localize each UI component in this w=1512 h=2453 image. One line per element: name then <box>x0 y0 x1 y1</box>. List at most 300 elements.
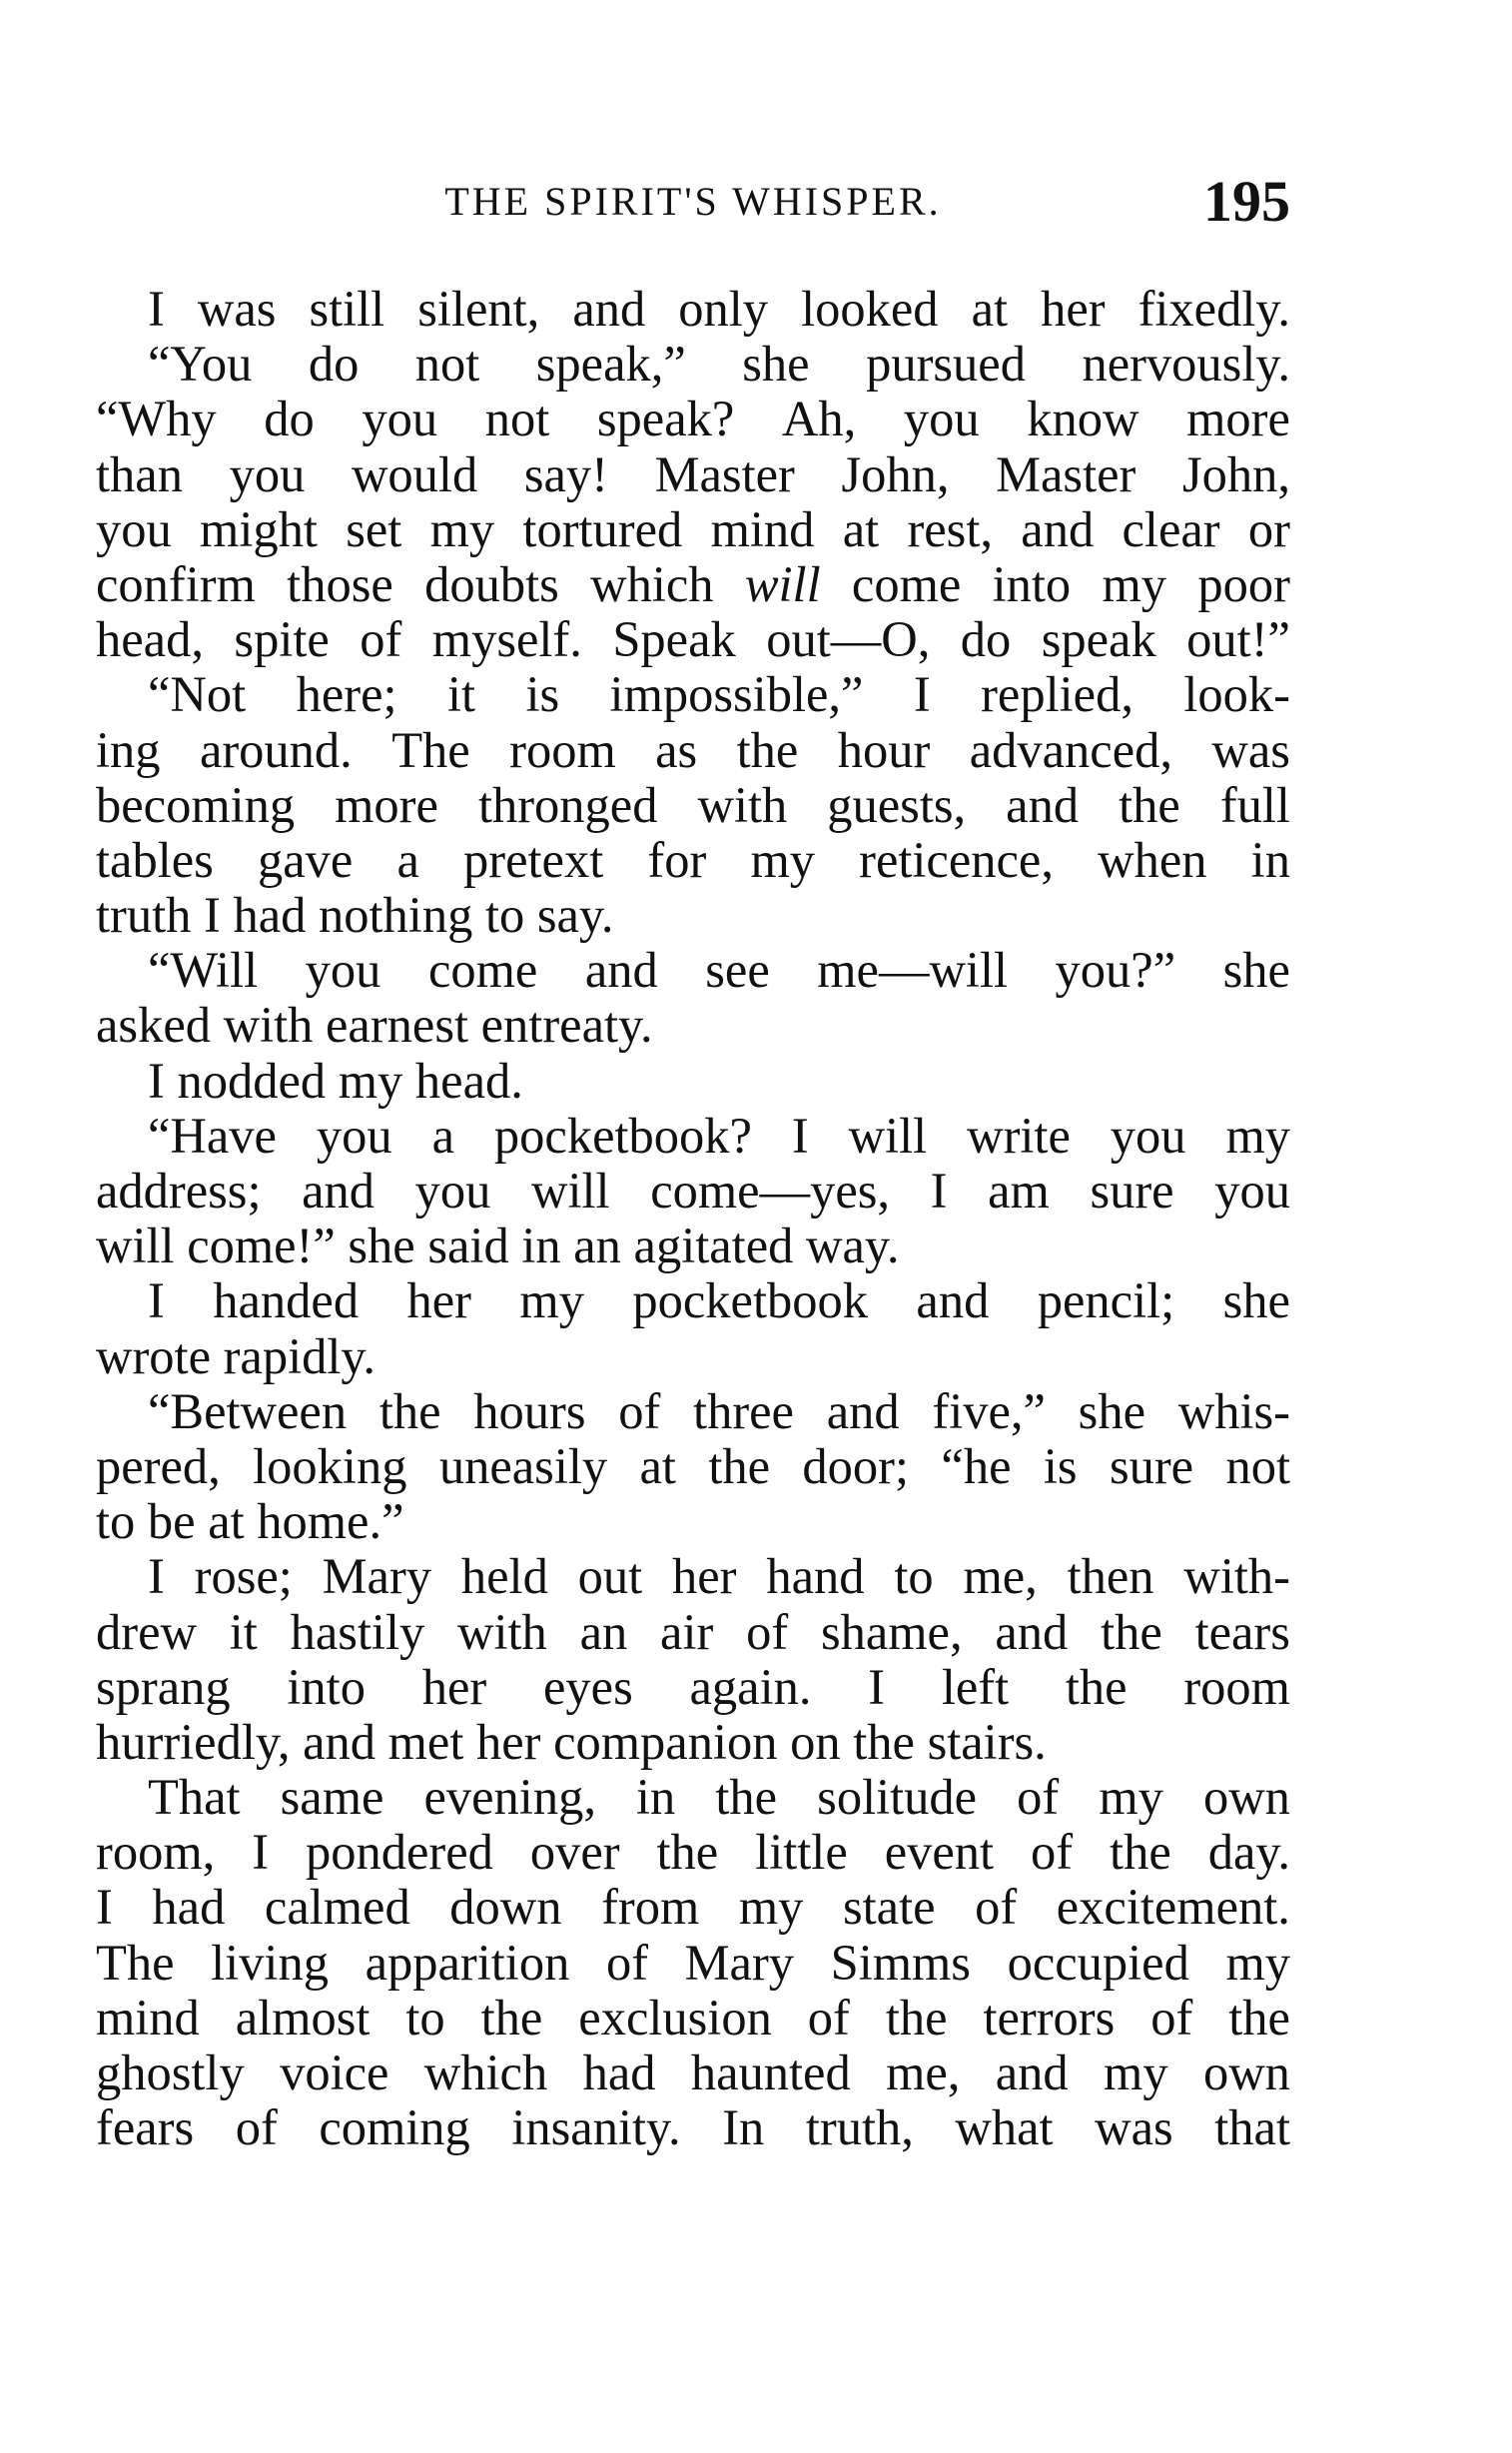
text-word: again. <box>689 1658 812 1715</box>
text-word: hand <box>766 1548 865 1605</box>
text-word: write <box>967 1107 1071 1164</box>
text-word: guests, <box>827 776 967 833</box>
text-line <box>96 447 1290 502</box>
text-line <box>96 1164 1290 1219</box>
text-word: thronged <box>477 776 658 833</box>
text-word: and <box>995 2044 1069 2100</box>
text-line <box>96 888 1290 943</box>
text-word: for <box>647 831 707 888</box>
text-word: pencil; <box>1037 1272 1175 1329</box>
page-number: 195 <box>1203 169 1290 234</box>
text-word: do <box>308 336 360 393</box>
text-line <box>96 2100 1290 2155</box>
text-word: hour <box>837 721 931 778</box>
text-word: she <box>1222 942 1290 999</box>
text-word: more <box>1186 391 1290 447</box>
text-word: spite <box>234 611 330 668</box>
text-word: then <box>1067 1548 1154 1605</box>
text-word: agitated <box>633 1218 807 1274</box>
text-word: her <box>421 1658 487 1715</box>
text-line <box>96 392 1290 446</box>
text-word: here; <box>296 666 397 723</box>
text-word: occupied <box>1007 1934 1189 1991</box>
text-word: “he <box>941 1437 1012 1494</box>
text-word: ghostly <box>96 2044 245 2100</box>
text-word: own <box>1202 1769 1290 1826</box>
text-word: the <box>1101 1603 1162 1660</box>
text-word: address; <box>96 1163 262 1219</box>
text-word: ing <box>96 721 161 778</box>
text-word: terrors <box>983 1989 1116 2045</box>
body-text <box>96 282 1290 2155</box>
text-word: clear <box>1122 500 1220 557</box>
text-word: “Why <box>96 391 217 447</box>
text-word: I <box>913 666 931 723</box>
text-word: as <box>655 721 698 778</box>
text-word: come <box>427 942 538 999</box>
text-line <box>96 1494 1290 1549</box>
text-line <box>96 667 1290 722</box>
text-word: you <box>903 391 980 447</box>
text-word: which <box>590 555 714 612</box>
text-word: truth <box>96 887 205 944</box>
text-word: it <box>446 666 476 723</box>
text-word: met <box>387 1713 476 1770</box>
text-word: sure <box>1109 1437 1194 1494</box>
text-word: of <box>1031 1824 1074 1881</box>
text-word: an <box>573 1218 634 1274</box>
text-word: haunted <box>690 2044 851 2100</box>
text-line <box>96 1329 1290 1384</box>
text-word: In <box>722 2099 765 2156</box>
text-word: impossible,” <box>609 666 864 723</box>
text-word: pered, <box>96 1437 221 1494</box>
text-word: than <box>96 445 183 502</box>
text-word: insanity. <box>511 2099 681 2156</box>
text-word: and <box>1006 776 1080 833</box>
text-word: into <box>287 1658 366 1715</box>
text-word: I <box>96 1879 113 1936</box>
text-word: nervously. <box>1082 336 1290 393</box>
text-word: that <box>1214 2099 1290 2156</box>
text-line <box>96 943 1290 998</box>
text-word: at <box>639 1437 676 1494</box>
text-word: to <box>405 1989 445 2045</box>
text-line <box>96 1880 1290 1935</box>
text-word: of <box>360 611 402 668</box>
text-word: apparition <box>365 1934 570 1991</box>
text-line <box>96 1936 1290 1991</box>
text-word: the <box>853 1713 928 1770</box>
text-word: speak,” <box>535 336 686 393</box>
text-word: mind <box>710 500 815 557</box>
text-word: Master <box>654 445 795 502</box>
text-word: and <box>302 1163 376 1219</box>
text-word: the <box>885 1989 948 2045</box>
text-word: of <box>605 1934 649 1991</box>
text-word: you <box>305 942 381 999</box>
text-word: door; <box>802 1437 910 1494</box>
text-word: in <box>1250 831 1290 888</box>
text-word: The <box>96 1934 175 1991</box>
text-line <box>96 998 1290 1053</box>
text-word: out!” <box>1186 611 1290 668</box>
text-word: almost <box>235 1989 371 2045</box>
text-word: left <box>941 1658 1010 1715</box>
text-word: the <box>656 1824 719 1881</box>
text-word: with <box>223 997 327 1054</box>
text-word: she <box>1078 1382 1145 1439</box>
text-word: set <box>346 500 402 557</box>
text-word: of <box>1017 1769 1060 1826</box>
text-word: voice <box>280 2044 389 2100</box>
text-word: had <box>152 1879 226 1936</box>
text-word: at <box>971 281 1009 337</box>
text-word: come!” <box>187 1218 349 1274</box>
text-word: Speak <box>612 611 736 668</box>
text-word: gave <box>257 831 354 888</box>
text-word: not <box>1225 1437 1290 1494</box>
text-line <box>96 1605 1290 1660</box>
text-word: own <box>1202 2044 1290 2100</box>
text-word: stairs. <box>927 1713 1047 1770</box>
text-word: you <box>1110 1107 1186 1164</box>
text-word: to <box>894 1548 934 1605</box>
text-word: room <box>1183 1658 1290 1715</box>
text-word: speak? <box>596 391 735 447</box>
text-word: “Between <box>148 1382 348 1439</box>
text-line <box>96 723 1290 778</box>
text-word: “Will <box>148 942 259 999</box>
text-line <box>96 833 1290 888</box>
text-word: room, <box>96 1824 216 1881</box>
text-word: event <box>884 1824 995 1881</box>
text-word: or <box>1247 500 1290 557</box>
text-word: day. <box>1207 1824 1290 1881</box>
text-word: John, <box>841 445 950 502</box>
text-word: truth, <box>805 2099 914 2156</box>
text-word: three <box>693 1382 794 1439</box>
text-word: tables <box>96 831 214 888</box>
text-word: drew <box>96 1603 197 1660</box>
text-word: and <box>995 1603 1069 1660</box>
text-word: way. <box>806 1218 900 1274</box>
text-word: I <box>148 1052 178 1109</box>
text-word: home.” <box>257 1493 404 1550</box>
text-word: you <box>1214 1163 1290 1219</box>
text-word: rest, <box>907 500 993 557</box>
text-word: rose; <box>194 1548 293 1605</box>
text-word: Ah, <box>781 391 857 447</box>
text-word: calmed <box>264 1879 410 1936</box>
text-word: will <box>96 1218 188 1274</box>
text-word: would <box>351 445 478 502</box>
text-word: out—O, <box>766 611 931 668</box>
text-word: said <box>427 1218 522 1274</box>
text-word: on <box>790 1713 854 1770</box>
text-word: companion <box>553 1713 791 1770</box>
text-word: the <box>708 1437 771 1494</box>
text-word: when <box>1098 831 1207 888</box>
text-word: myself. <box>431 611 582 668</box>
text-word: know <box>1027 391 1139 447</box>
text-word: confirm <box>96 555 256 612</box>
text-word: sure <box>1090 1163 1174 1219</box>
text-word: around. <box>199 721 353 778</box>
text-word: my <box>750 831 815 888</box>
text-word: an <box>579 1603 628 1660</box>
text-word: poor <box>1197 555 1290 612</box>
text-word: evening, <box>423 1769 596 1826</box>
text-word: will <box>848 1107 928 1164</box>
text-word: reticence, <box>859 831 1054 888</box>
text-word: John, <box>1181 445 1290 502</box>
text-word: nodded <box>177 1052 339 1109</box>
text-word: looked <box>801 281 939 337</box>
text-line <box>96 2045 1290 2100</box>
text-word: from <box>601 1879 700 1936</box>
text-line <box>96 337 1290 392</box>
text-word: hurriedly, <box>96 1713 304 1770</box>
text-word: to <box>96 1493 148 1550</box>
text-line <box>96 1439 1290 1494</box>
text-word: wrote <box>96 1327 224 1384</box>
text-word: into <box>992 555 1072 612</box>
text-word: at <box>208 1493 258 1550</box>
text-word: looking <box>253 1437 407 1494</box>
text-word: I <box>868 1658 886 1715</box>
text-word: and <box>916 1272 990 1329</box>
text-word: she <box>1222 1272 1290 1329</box>
text-word: “Have <box>148 1107 277 1164</box>
text-word: you <box>362 391 438 447</box>
text-word: you <box>414 1163 491 1219</box>
text-word: might <box>200 500 318 557</box>
text-word: see <box>705 942 770 999</box>
text-line <box>96 1660 1290 1715</box>
text-word: come <box>851 555 962 612</box>
text-word: had <box>233 887 320 944</box>
text-word: her <box>476 1713 554 1770</box>
text-line <box>96 1384 1290 1439</box>
text-word: which <box>423 2044 548 2100</box>
text-word: the <box>1065 1658 1128 1715</box>
text-word: asked <box>96 997 224 1054</box>
text-word: only <box>678 281 769 337</box>
text-word: my <box>338 1052 415 1109</box>
text-word: you <box>229 445 306 502</box>
text-word: am <box>988 1163 1050 1219</box>
text-word: come—yes, <box>650 1163 891 1219</box>
text-word: fears <box>96 2099 195 2156</box>
running-head: THE SPIRIT'S WHISPER. <box>444 179 942 224</box>
text-word: a <box>431 1107 454 1164</box>
text-line <box>96 1715 1290 1770</box>
text-word: still <box>309 281 385 337</box>
text-word: do <box>960 611 1012 668</box>
text-word: I <box>791 1107 809 1164</box>
text-word: be <box>147 1493 209 1550</box>
text-word: over <box>529 1824 620 1881</box>
text-word: hours <box>473 1382 586 1439</box>
text-word: rapidly. <box>223 1327 376 1384</box>
text-word: look- <box>1183 666 1290 723</box>
text-word: of <box>807 1989 850 2045</box>
text-word: excitement. <box>1056 1879 1290 1936</box>
text-word: pondered <box>305 1824 493 1881</box>
text-word: do <box>264 391 315 447</box>
text-line <box>96 1109 1290 1164</box>
text-word: down <box>449 1879 562 1936</box>
text-word: speak <box>1041 611 1156 668</box>
text-word: with <box>697 776 788 833</box>
text-word: becoming <box>96 776 296 833</box>
text-word: and <box>1021 500 1095 557</box>
text-word: in <box>521 1218 574 1274</box>
text-word: whis- <box>1177 1382 1290 1439</box>
text-word: the <box>1119 776 1180 833</box>
text-word: fixedly. <box>1137 281 1290 337</box>
text-word: my <box>1225 1934 1290 1991</box>
text-word: was <box>197 281 277 337</box>
text-word: my <box>429 500 495 557</box>
text-word: pocketbook? <box>493 1107 752 1164</box>
text-word: held <box>460 1548 548 1605</box>
text-word: you <box>96 500 172 557</box>
text-word: I <box>204 887 234 944</box>
text-word: That <box>148 1769 241 1826</box>
text-word: me, <box>886 2044 961 2100</box>
text-word: hastily <box>290 1603 425 1660</box>
text-word: of <box>235 2099 278 2156</box>
text-word: solitude <box>817 1769 978 1826</box>
text-word: silent, <box>417 281 540 337</box>
text-word: the <box>378 1382 441 1439</box>
text-word: nothing <box>319 887 485 944</box>
text-word: five,” <box>932 1382 1046 1439</box>
text-word: say. <box>536 887 614 944</box>
text-word: room <box>509 721 616 778</box>
text-word: Master <box>996 445 1136 502</box>
text-word: exclusion <box>578 1989 772 2045</box>
text-word: living <box>211 1934 329 1991</box>
text-word: Simms <box>830 1934 971 1991</box>
text-word: you?” <box>1055 942 1176 999</box>
text-line <box>96 1770 1290 1825</box>
text-word: eyes <box>542 1658 633 1715</box>
text-word: sprang <box>96 1658 231 1715</box>
text-word: state <box>842 1879 936 1936</box>
text-line <box>96 778 1290 833</box>
text-word: had <box>582 2044 656 2100</box>
text-word: entreaty. <box>480 997 653 1054</box>
text-word: and <box>584 942 658 999</box>
text-word: uneasily <box>438 1437 608 1494</box>
text-word: earnest <box>326 997 481 1054</box>
text-word: of <box>975 1879 1018 1936</box>
text-word: her <box>406 1272 471 1329</box>
text-word: will <box>744 555 821 612</box>
text-word: pursued <box>866 336 1026 393</box>
text-word: head. <box>414 1052 523 1109</box>
text-word: full <box>1219 776 1290 833</box>
text-word: air <box>660 1603 714 1660</box>
text-word: tears <box>1194 1603 1290 1660</box>
text-word: of <box>746 1603 789 1660</box>
text-word: tortured <box>522 500 683 557</box>
text-word: replied, <box>981 666 1134 723</box>
text-word: mind <box>96 1989 200 2045</box>
text-word: the <box>715 1769 778 1826</box>
text-word: was <box>1095 2099 1173 2156</box>
text-word: out <box>577 1548 643 1605</box>
text-word: and <box>303 1713 388 1770</box>
text-word: head, <box>96 611 204 668</box>
text-word: of <box>1150 1989 1193 2045</box>
text-line <box>96 502 1290 557</box>
text-word: is <box>525 666 560 723</box>
text-word: coming <box>319 2099 470 2156</box>
text-line <box>96 1549 1290 1604</box>
text-word: The <box>391 721 470 778</box>
text-word: I <box>148 1548 165 1605</box>
text-word: the <box>480 1989 543 2045</box>
text-word: doubts <box>424 555 559 612</box>
page-header <box>96 168 1290 238</box>
text-word: her <box>672 1548 737 1605</box>
text-word: a <box>396 831 419 888</box>
text-word: more <box>335 776 438 833</box>
text-word: is <box>1043 1437 1078 1494</box>
text-word: of <box>618 1382 661 1439</box>
text-word: pocketbook <box>632 1272 868 1329</box>
text-word: same <box>280 1769 384 1826</box>
text-word: in <box>636 1769 676 1826</box>
text-line <box>96 282 1290 337</box>
text-word: at <box>842 500 880 557</box>
text-word: Mary <box>684 1934 795 1991</box>
text-line <box>96 557 1290 612</box>
text-word: will <box>531 1163 610 1219</box>
text-word: the <box>1110 1824 1171 1881</box>
text-line <box>96 1825 1290 1880</box>
text-word: to <box>484 887 537 944</box>
text-word: with <box>457 1603 547 1660</box>
text-word: and <box>572 281 646 337</box>
text-word: you <box>316 1107 392 1164</box>
text-word: my <box>1225 1107 1290 1164</box>
text-line <box>96 612 1290 667</box>
text-word: the <box>736 721 799 778</box>
text-word: me, <box>963 1548 1038 1605</box>
text-line <box>96 1054 1290 1109</box>
text-word: say! <box>523 445 608 502</box>
text-word: and <box>826 1382 900 1439</box>
text-word: not <box>414 336 480 393</box>
text-word: was <box>1211 721 1290 778</box>
text-word: “Not <box>148 666 247 723</box>
text-word: I <box>148 1272 165 1329</box>
text-line <box>96 1991 1290 2045</box>
text-word: handed <box>213 1272 360 1329</box>
text-word: Mary <box>322 1548 432 1605</box>
text-word: her <box>1041 281 1106 337</box>
text-word: she <box>742 336 810 393</box>
text-word: my <box>1099 1769 1163 1826</box>
text-word: my <box>519 1272 584 1329</box>
text-word: the <box>1228 1989 1290 2045</box>
text-word: what <box>955 2099 1054 2156</box>
